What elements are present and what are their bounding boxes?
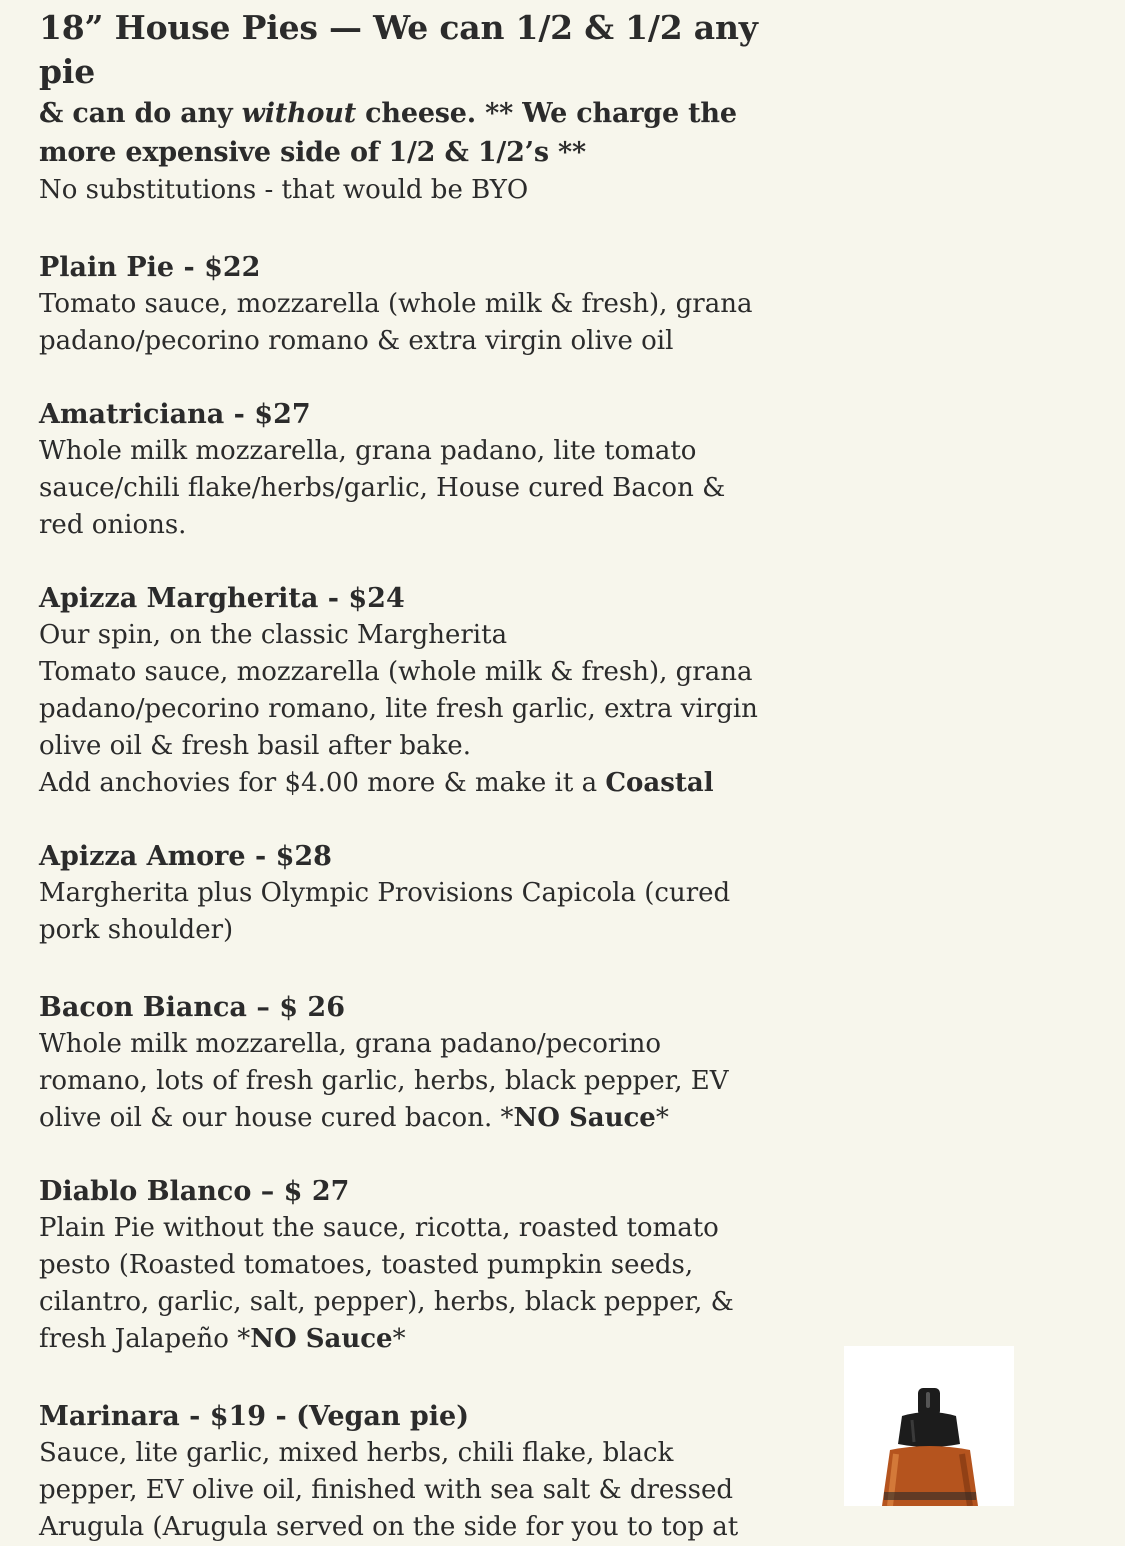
menu-item-bacon-bianca	[39, 989, 759, 1137]
item-description: Tomato sauce, mozzarella (whole milk & fresh), grana padano/pecorino romano, lite fresh garlic, extra virgin olive oil & fresh basil after bake.	[39, 657, 758, 761]
item-description	[39, 1210, 759, 1358]
no-sauce-label: NO Sauce	[513, 1103, 656, 1133]
page-title: 18” House Pies — We can 1/2 & 1/2 any pie	[39, 8, 758, 91]
subtitle-text-1: & can do any	[39, 98, 242, 129]
menu-item-marinara	[39, 1398, 759, 1546]
desc-text-end: *	[392, 1324, 406, 1354]
item-title: Apizza Amore - $28	[39, 841, 332, 872]
addon-name: Coastal	[605, 768, 714, 798]
item-description-intro: Our spin, on the classic Margherita	[39, 620, 508, 650]
item-description: Sauce, lite garlic, mixed herbs, chili flake, black pepper, EV olive oil, finished with sea salt & dressed Arugula (Arugula served on the side for you to top at	[39, 1438, 739, 1542]
substitution-note: No substitutions - that would be BYO	[39, 175, 529, 205]
item-title: Amatriciana - $27	[39, 399, 311, 430]
item-description: Tomato sauce, mozzarella (whole milk & fresh), grana padano/pecorino romano & extra virgin olive oil	[39, 289, 753, 356]
desc-text: Whole milk mozzarella, grana padano/pecorino romano, lots of fresh garlic, herbs, black pepper, EV olive oil & our house cured bacon. *	[39, 1029, 729, 1133]
product-image	[844, 1346, 1014, 1506]
item-title: Bacon Bianca – $ 26	[39, 992, 345, 1023]
menu-item-plain-pie	[39, 249, 759, 360]
item-title: Apizza Margherita - $24	[39, 583, 405, 614]
item-addon	[39, 765, 759, 802]
item-description	[39, 1026, 759, 1137]
item-title: Diablo Blanco – $ 27	[39, 1176, 350, 1207]
menu-item-apizza-margherita	[39, 580, 759, 802]
item-title: Marinara - $19 - (Vegan pie)	[39, 1401, 469, 1432]
item-title: Plain Pie - $22	[39, 252, 261, 283]
addon-text: Add anchovies for $4.00 more & make it a	[39, 768, 606, 798]
desc-text-end: *	[655, 1103, 669, 1133]
desc-text: Plain Pie without the sauce, ricotta, roasted tomato pesto (Roasted tomatoes, toasted pumpkin seeds, cilantro, garlic, salt, pepper), herbs, black pepper, & fresh Jalapeño *	[39, 1213, 734, 1354]
menu-item-amatriciana	[39, 396, 759, 544]
subtitle-text-2: cheese. ** We charge the more expensive side of 1/2 & 1/2’s **	[39, 98, 737, 168]
menu-item-apizza-amore	[39, 838, 759, 949]
item-description: Margherita plus Olympic Provisions Capicola (cured pork shoulder)	[39, 878, 731, 945]
menu-page	[39, 6, 759, 1546]
item-description: Whole milk mozzarella, grana padano, lite tomato sauce/chili flake/herbs/garlic, House cured Bacon & red onions.	[39, 436, 726, 540]
menu-item-diablo-blanco	[39, 1173, 759, 1358]
hot-sauce-bottle-icon	[844, 1346, 1014, 1506]
no-sauce-label: NO Sauce	[250, 1324, 393, 1354]
page-subtitle	[39, 94, 759, 172]
subtitle-emphasis: without	[241, 98, 356, 129]
